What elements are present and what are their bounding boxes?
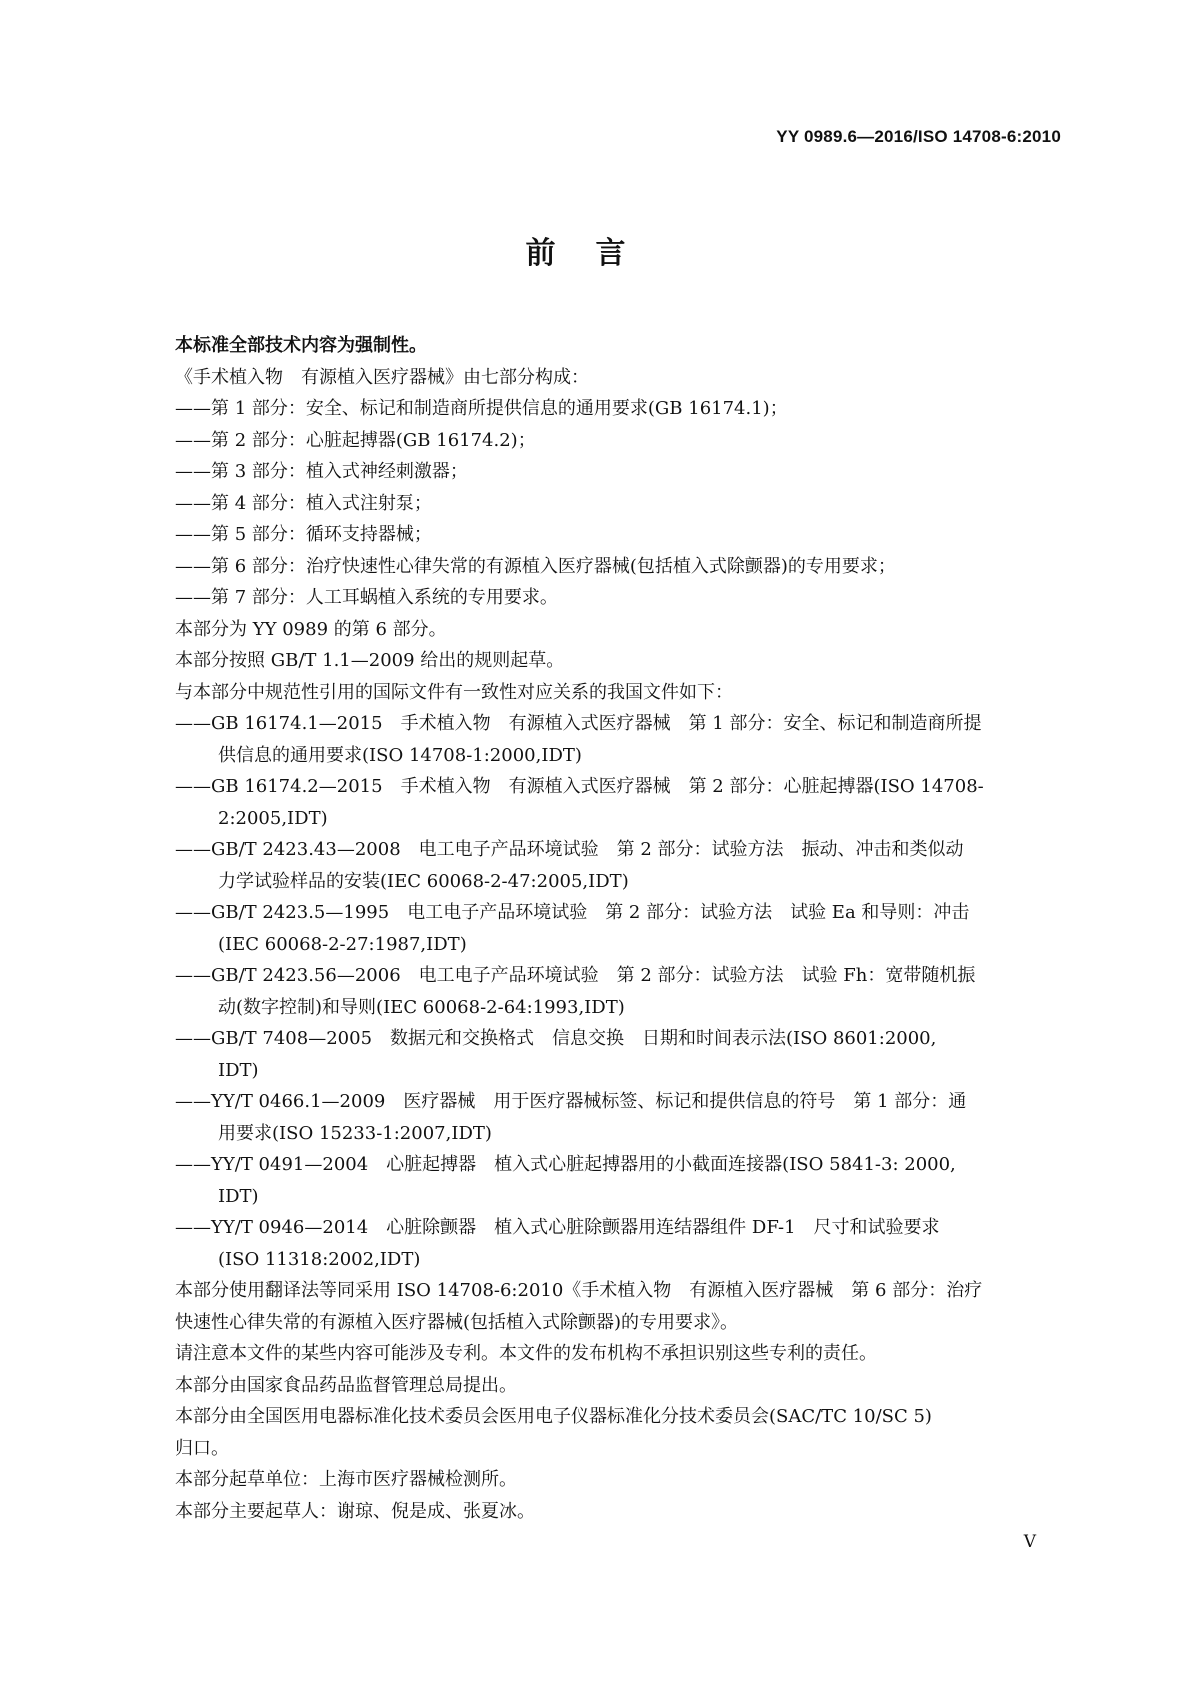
text-line-continuation: 2:2005,IDT)	[218, 807, 328, 829]
text-line: ——GB/T 2423.5—1995 电工电子产品环境试验 第 2 部分：试验方法 试验 Ea 和导则：冲击	[175, 902, 970, 923]
text-line: 与本部分中规范性引用的国际文件有一致性对应关系的我国文件如下：	[175, 681, 733, 703]
text-line-continuation: (ISO 11318:2002,IDT)	[218, 1248, 421, 1270]
text-line: ——GB/T 7408—2005 数据元和交换格式 信息交换 日期和时间表示法(ISO 8601:2000,	[175, 1028, 937, 1049]
text-line: ——第 6 部分：治疗快速性心律失常的有源植入医疗器械(包括植入式除颤器)的专用要求；	[175, 555, 896, 577]
text-line-continuation: (IEC 60068-2-27:1987,IDT)	[218, 933, 467, 955]
text-line: ——第 5 部分：循环支持器械；	[175, 524, 432, 545]
text-line-continuation: 动(数字控制)和导则(IEC 60068-2-64:1993,IDT)	[218, 996, 625, 1018]
text-line-continuation: 力学试验样品的安装(IEC 60068-2-47:2005,IDT)	[218, 870, 629, 892]
text-line-continuation: IDT)	[218, 1059, 259, 1081]
text-line: 本部分按照 GB/T 1.1—2009 给出的规则起草。	[175, 650, 565, 671]
text-line: ——YY/T 0946—2014 心脏除颤器 植入式心脏除颤器用连结器组件 DF-1 尺寸和试验要求	[175, 1217, 940, 1238]
text-line: 本部分由全国医用电器标准化技术委员会医用电子仪器标准化分技术委员会(SAC/TC 10/SC 5)	[175, 1406, 932, 1427]
text-line: 本部分使用翻译法等同采用 ISO 14708-6:2010《手术植入物 有源植入医疗器械 第 6 部分：治疗	[175, 1280, 983, 1301]
text-line: ——第 1 部分：安全、标记和制造商所提供信息的通用要求(GB 16174.1)；	[175, 398, 788, 419]
text-line: ——第 3 部分：植入式神经刺激器；	[175, 461, 468, 482]
text-line: 本部分主要起草人：谢琼、倪是成、张夏冰。	[175, 1500, 535, 1522]
text-line-continuation: 归口。	[175, 1437, 229, 1459]
text-line: ——GB 16174.2—2015 手术植入物 有源植入式医疗器械 第 2 部分：心脏起搏器(ISO 14708-	[175, 776, 984, 797]
page-title: 前言	[525, 236, 666, 271]
text-line: 请注意本文件的某些内容可能涉及专利。本文件的发布机构不承担识别这些专利的责任。	[175, 1343, 877, 1364]
text-line: ——第 4 部分：植入式注射泵；	[175, 492, 432, 514]
text-line: ——GB/T 2423.43—2008 电工电子产品环境试验 第 2 部分：试验方法 振动、冲击和类似动	[175, 839, 964, 860]
text-line: 本部分为 YY 0989 的第 6 部分。	[175, 618, 447, 640]
text-line: 《手术植入物 有源植入医疗器械》由七部分构成：	[175, 366, 589, 388]
text-line: 本标准全部技术内容为强制性。	[175, 335, 427, 356]
standard-code: YY 0989.6—2016/ISO 14708-6:2010	[776, 127, 1061, 146]
page-number: V	[1023, 1532, 1036, 1552]
text-line: ——GB 16174.1—2015 手术植入物 有源植入式医疗器械 第 1 部分：安全、标记和制造商所提	[175, 713, 982, 734]
text-line: ——第 2 部分：心脏起搏器(GB 16174.2)；	[175, 429, 536, 451]
text-line-continuation: IDT)	[218, 1185, 259, 1207]
text-line: ——YY/T 0491—2004 心脏起搏器 植入式心脏起搏器用的小截面连接器(ISO 5841-3: 2000,	[175, 1154, 956, 1175]
foreword-body	[175, 330, 1060, 1527]
text-line-continuation: 供信息的通用要求(ISO 14708-1:2000,IDT)	[218, 744, 582, 766]
text-line-continuation: 快速性心律失常的有源植入医疗器械(包括植入式除颤器)的专用要求》。	[175, 1311, 739, 1333]
text-line-continuation: 用要求(ISO 15233-1:2007,IDT)	[218, 1122, 492, 1144]
text-line: ——GB/T 2423.56—2006 电工电子产品环境试验 第 2 部分：试验方法 试验 Fh：宽带随机振	[175, 965, 976, 986]
text-line: ——第 7 部分：人工耳蜗植入系统的专用要求。	[175, 587, 558, 608]
text-line: ——YY/T 0466.1—2009 医疗器械 用于医疗器械标签、标记和提供信息的符号 第 1 部分：通	[175, 1091, 967, 1112]
text-line: 本部分起草单位：上海市医疗器械检测所。	[175, 1469, 517, 1490]
text-line: 本部分由国家食品药品监督管理总局提出。	[175, 1374, 517, 1396]
